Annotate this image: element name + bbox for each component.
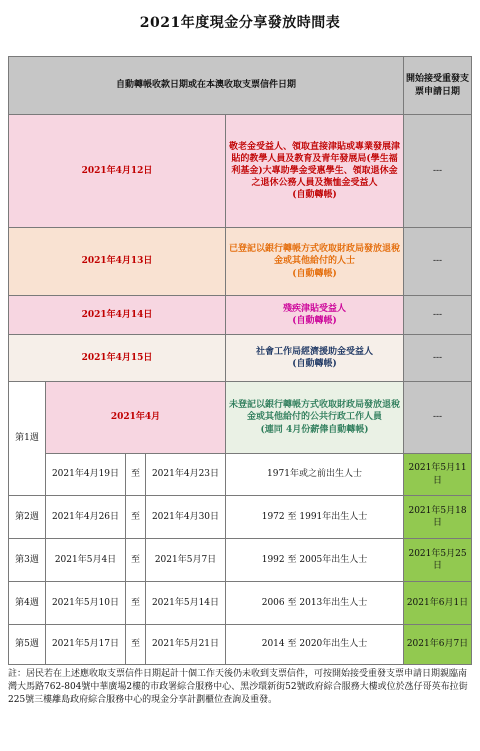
table-row bbox=[9, 115, 472, 228]
payment-date: 2021年4月12日 bbox=[9, 115, 226, 228]
birth-year-group: 2006 至 2013年出生人士 bbox=[226, 582, 404, 625]
range-to-word: 至 bbox=[126, 539, 146, 582]
recipients-text: 已登記以銀行轉帳方式收取財政局發放退稅金或其他給付的人士 bbox=[229, 244, 401, 267]
recipients-text: 殘疾津貼受益人 bbox=[283, 303, 347, 314]
recipients-cell bbox=[226, 382, 404, 454]
apply-date: 2021年6月7日 bbox=[404, 625, 472, 665]
page-title: 2021年度現金分享發放時間表 bbox=[139, 15, 341, 31]
schedule-table bbox=[8, 56, 472, 665]
recipients-text: 社會工作局經濟援助金受益人 bbox=[256, 346, 374, 357]
table-row bbox=[9, 296, 472, 335]
footnote: 註：居民若在上述應收取支票信件日期起計十個工作天後仍未收到支票信件，可按開始接受重發支票申請日期親臨南灣大馬路762-804號中華廣場2樓的市政署綜合服務中心、黑沙環新街52號政府綜合服務大樓或位於氹仔哥英布拉街225號三樓離島政府綜合服務中心的現金分享計劃櫃位查詢及重發。 bbox=[8, 669, 468, 706]
week-label: 第4週 bbox=[9, 582, 46, 625]
apply-date: --- bbox=[404, 335, 472, 382]
range-to-word: 至 bbox=[126, 496, 146, 539]
apply-date: 2021年5月18日 bbox=[404, 496, 472, 539]
birth-year-group: 2014 至 2020年出生人士 bbox=[226, 625, 404, 665]
table-row bbox=[9, 625, 472, 665]
range-end-date: 2021年5月21日 bbox=[146, 625, 226, 665]
table-row bbox=[9, 454, 472, 496]
recipients-cell bbox=[226, 335, 404, 382]
payment-method: (自動轉帳) bbox=[292, 268, 337, 279]
table-row bbox=[9, 228, 472, 296]
header-apply-column: 開始接受重發支票申請日期 bbox=[404, 57, 472, 115]
recipients-text: 未登記以銀行轉帳方式收取財政局發放退稅金或其他給付的公共行政工作人員 bbox=[229, 400, 401, 423]
table-row bbox=[9, 582, 472, 625]
week-label: 第1週 bbox=[9, 382, 46, 496]
week-label: 第3週 bbox=[9, 539, 46, 582]
table-row bbox=[9, 539, 472, 582]
apply-date: --- bbox=[404, 382, 472, 454]
payment-method: (自動轉帳) bbox=[292, 359, 337, 369]
recipients-cell bbox=[226, 228, 404, 296]
payment-date: 2021年4月14日 bbox=[9, 296, 226, 335]
table-row bbox=[9, 382, 472, 454]
apply-date: --- bbox=[404, 296, 472, 335]
apply-date: --- bbox=[404, 228, 472, 296]
range-end-date: 2021年4月30日 bbox=[146, 496, 226, 539]
range-start-date: 2021年5月4日 bbox=[46, 539, 126, 582]
recipients-cell bbox=[226, 296, 404, 335]
apply-date: 2021年5月11日 bbox=[404, 454, 472, 496]
table-header-row bbox=[9, 57, 472, 115]
payment-date: 2021年4月13日 bbox=[9, 228, 226, 296]
apply-date: 2021年5月25日 bbox=[404, 539, 472, 582]
table-row bbox=[9, 496, 472, 539]
range-start-date: 2021年5月17日 bbox=[46, 625, 126, 665]
payment-date: 2021年4月15日 bbox=[9, 335, 226, 382]
payment-date: 2021年4月 bbox=[46, 382, 226, 454]
range-start-date: 2021年4月19日 bbox=[46, 454, 126, 496]
range-end-date: 2021年5月7日 bbox=[146, 539, 226, 582]
range-end-date: 2021年4月23日 bbox=[146, 454, 226, 496]
birth-year-group: 1972 至 1991年出生人士 bbox=[226, 496, 404, 539]
payment-method: (自動轉帳) bbox=[292, 316, 337, 326]
range-end-date: 2021年5月14日 bbox=[146, 582, 226, 625]
recipients-text: 敬老金受益人、領取直接津貼或專業發展津貼的教學人員及教育及青年發展局(學生福利基金)大專助學金受惠學生、領取退休金之退休公務人員及撫恤金受益人 bbox=[229, 141, 401, 189]
range-to-word: 至 bbox=[126, 454, 146, 496]
table-row bbox=[9, 335, 472, 382]
payment-method: (連同 4月份薪俸自動轉帳) bbox=[260, 424, 369, 435]
range-to-word: 至 bbox=[126, 625, 146, 665]
range-start-date: 2021年4月26日 bbox=[46, 496, 126, 539]
apply-date: 2021年6月1日 bbox=[404, 582, 472, 625]
payment-method: (自動轉帳) bbox=[292, 190, 337, 201]
week-label: 第5週 bbox=[9, 625, 46, 665]
range-to-word: 至 bbox=[126, 582, 146, 625]
birth-year-group: 1992 至 2005年出生人士 bbox=[226, 539, 404, 582]
apply-date: --- bbox=[404, 115, 472, 228]
range-start-date: 2021年5月10日 bbox=[46, 582, 126, 625]
header-date-column: 自動轉帳收款日期或在本澳收取支票信件日期 bbox=[9, 57, 404, 115]
week-label: 第2週 bbox=[9, 496, 46, 539]
birth-year-group: 1971年或之前出生人士 bbox=[226, 454, 404, 496]
recipients-cell bbox=[226, 115, 404, 228]
